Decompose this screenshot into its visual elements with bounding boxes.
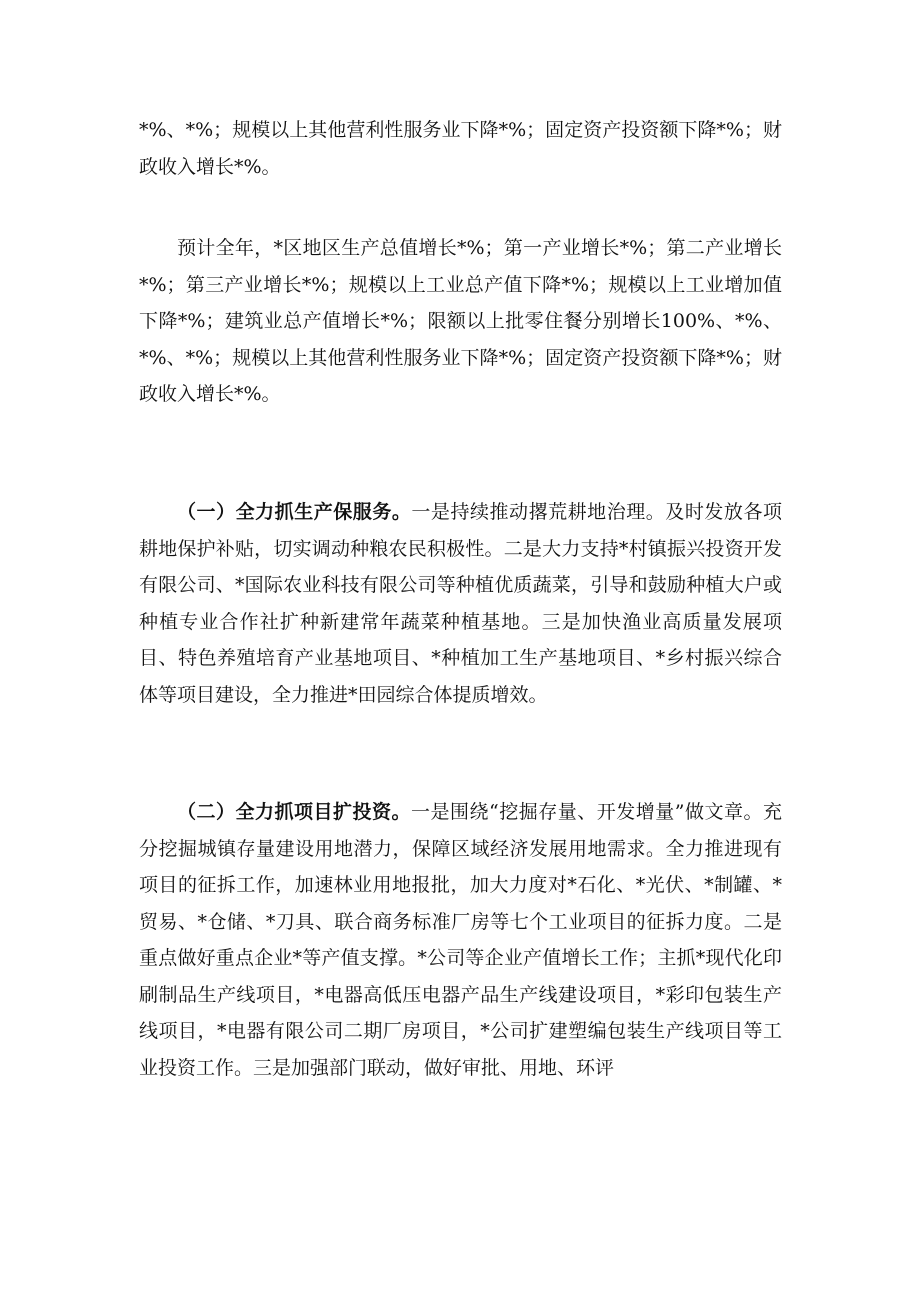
section-heading: （二）全力抓项目扩投资。 <box>177 801 412 823</box>
paragraph-section-production <box>139 494 782 713</box>
paragraph-body: 预计全年，*区地区生产总值增长*%；第一产业增长*%；第二产业增长*%；第三产业增长*%；规模以上工业总产值下降*%；规模以上工业增加值下降*%；建筑业总产值增长*%；限额以上批零住餐分别增长100%、*%、*%、*%；规模以上其他营利性服务业下降*%；固定资产投资额下降*%；财政收入增长*%。 <box>139 237 782 405</box>
paragraph-body: 一是持续推动撂荒耕地治理。及时发放各项耕地保护补贴，切实调动种粮农民积极性。二是大力支持*村镇振兴投资开发有限公司、*国际农业科技有限公司等种植优质蔬菜，引导和鼓励种植大户或种植专业合作社扩种新建常年蔬菜种植基地。三是加快渔业高质量发展项目、特色养殖培育产业基地项目、*种植加工生产基地项目、*乡村振兴综合体等项目建设，全力推进*田园综合体提质增效。 <box>139 501 782 706</box>
paragraph-body: 一是围绕“挖掘存量、开发增量”做文章。充分挖掘城镇存量建设用地潜力，保障区域经济发展用地需求。全力推进现有项目的征拆工作，加速林业用地报批，加大力度对*石化、*光伏、*制罐、*贸易、*仓储、*刀具、联合商务标准厂房等七个工业项目的征拆力度。二是重点做好重点企业*等产值支撑。*公司等企业产值增长工作；主抓*现代化印刷制品生产线项目，*电器高低压电器产品生产线建设项目，*彩印包装生产线项目，*电器有限公司二期厂房项目，*公司扩建塑编包装生产线项目等工业投资工作。三是加强部门联动，做好审批、用地、环评 <box>139 801 782 1079</box>
paragraph-continuation <box>139 112 782 185</box>
paragraph-annual-forecast <box>139 230 782 413</box>
paragraph-body: *%、*%；规模以上其他营利性服务业下降*%；固定资产投资额下降*%；财政收入增长*%。 <box>139 119 782 178</box>
section-heading: （一）全力抓生产保服务。 <box>177 501 412 523</box>
paragraph-section-investment <box>139 794 782 1086</box>
